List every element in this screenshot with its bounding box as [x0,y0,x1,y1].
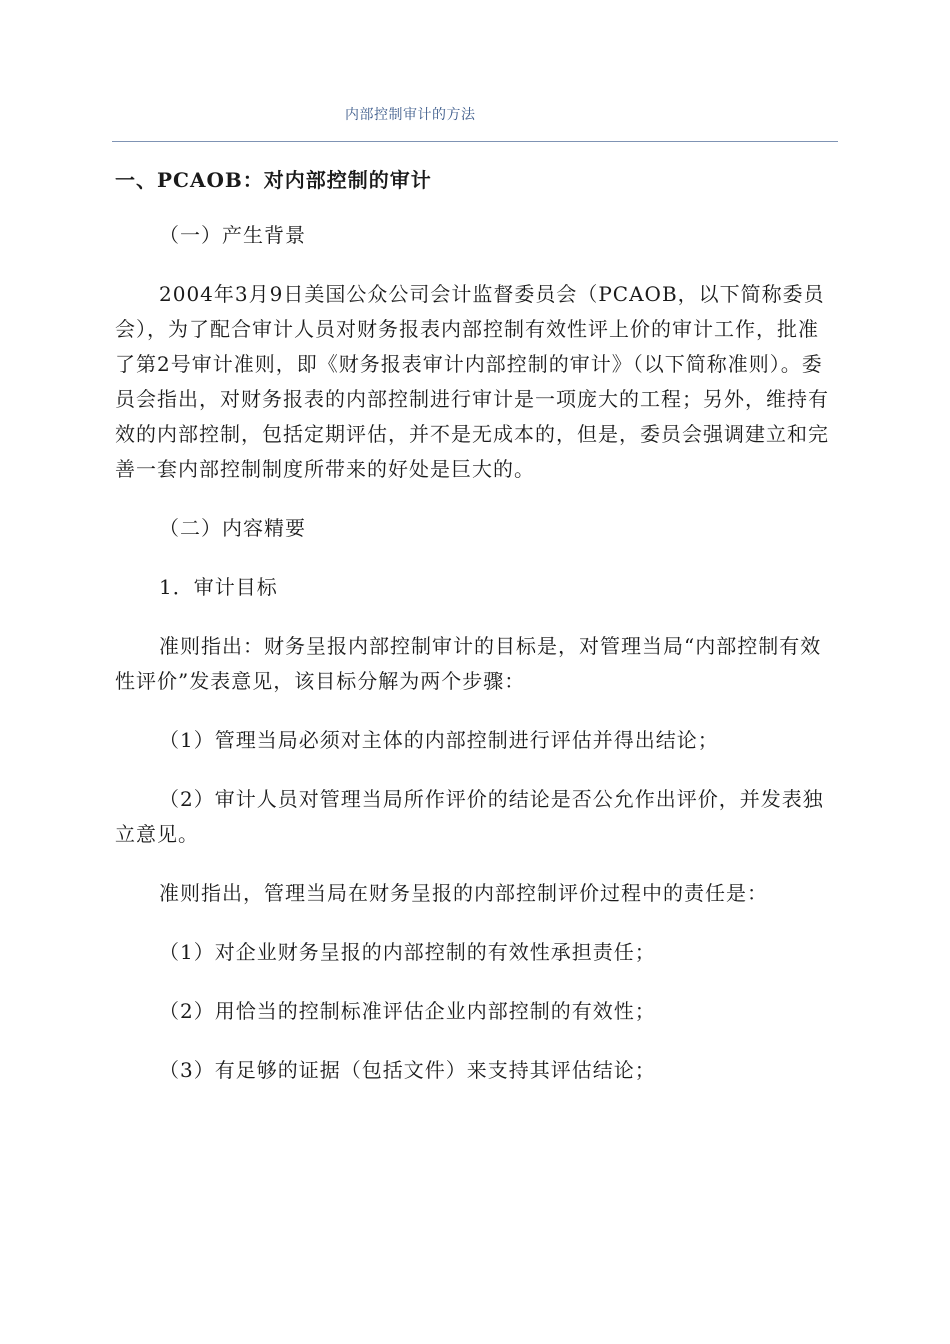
paragraph-objective: 准则指出：财务呈报内部控制审计的目标是，对管理当局“内部控制有效性评价”发表意见，该目标分解为两个步骤： [115,634,822,693]
header-divider [112,141,838,142]
list-item-step-1: （1）管理当局必须对主体的内部控制进行评估并得出结论； [159,728,719,752]
list-item-responsibility-3: （3）有足够的证据（包括文件）来支持其评估结论； [159,1058,656,1082]
paragraph-responsibilities: 准则指出，管理当局在财务呈报的内部控制评价过程中的责任是： [159,881,768,905]
paragraph-background: 2004年3月9日美国公众公司会计监督委员会（PCAOB，以下简称委员会），为了配合审计人员对财务报表内部控制有效性评上价的审计工作，批准了第2号审计准则，即《财务报表审计内部控制的审计》（以下简称准则）。委员会指出，对财务报表的内部控制进行审计是一项庞大的工程；另外，维持有效的内部控制，包括定期评估，并不是无成本的，但是，委员会强调建立和完善一套内部控制制度所带来的好处是巨大的。 [115,282,829,481]
header-title: 内部控制审计的方法 [345,107,476,123]
subheading-background: （一）产生背景 [159,223,306,247]
list-item-responsibility-1: （1）对企业财务呈报的内部控制的有效性承担责任； [159,940,656,964]
subheading-content-summary: （二）内容精要 [159,516,306,540]
section-heading: 一、PCAOB：对内部控制的审计 [115,168,432,192]
subheading-audit-objective: 1．审计目标 [159,575,278,599]
list-item-responsibility-2: （2）用恰当的控制标准评估企业内部控制的有效性； [159,999,656,1023]
document-body [115,160,835,1112]
list-item-step-2: （2）审计人员对管理当局所作评价的结论是否公允作出评价，并发表独立意见。 [115,787,824,846]
